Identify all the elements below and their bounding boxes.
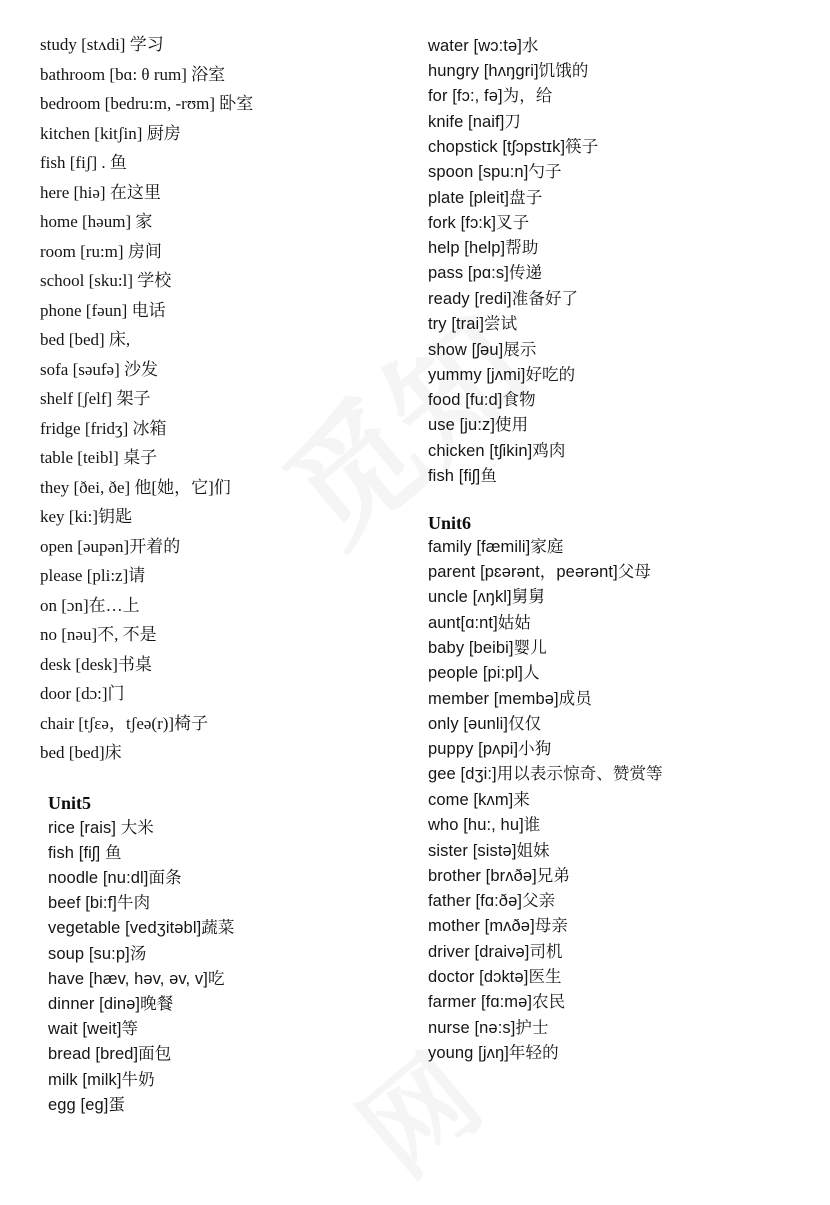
vocab-entry: farmer [fɑ:mə]农民 — [428, 993, 566, 1011]
vocab-entry: hungry [hʌŋgri]饥饿的 — [428, 62, 589, 80]
vocab-entry: bed [bed] 床, — [40, 330, 131, 349]
vocab-entry: come [kʌm]来 — [428, 791, 530, 809]
vocab-entry: chopstick [tʃɔpstɪk]筷子 — [428, 138, 599, 156]
vocab-entry: egg [eg]蛋 — [48, 1096, 126, 1114]
unit-heading: Unit5 — [48, 793, 92, 813]
vocab-entry: please [pli:z]请 — [40, 566, 146, 585]
vocab-entry: have [hæv, həv, əv, v]吃 — [48, 970, 225, 988]
vocab-entry: member [membə]成员 — [428, 690, 592, 708]
vocab-entry: gee [dʒi:]用以表示惊奇、赞赏等 — [428, 765, 663, 783]
vocab-entry: food [fu:d]食物 — [428, 391, 536, 409]
vocab-entry: try [trai]尝试 — [428, 315, 518, 333]
vocab-entry: only [əunli]仅仅 — [428, 715, 542, 733]
vocab-entry: fridge [fridʒ] 冰箱 — [40, 419, 167, 438]
vocab-entry: parent [pɛərənt，peərənt]父母 — [428, 563, 651, 581]
vocab-entry: show [ʃəu]展示 — [428, 341, 537, 359]
vocab-entry: bedroom [bedru:m, -rʊm] 卧室 — [40, 94, 254, 113]
vocab-entry: sister [sistə]姐妹 — [428, 842, 550, 860]
vocab-entry: key [ki:]钥匙 — [40, 507, 133, 526]
vocab-entry: fish [fiʃ] . 鱼 — [40, 153, 127, 172]
vocab-entry: people [pi:pl]人 — [428, 664, 540, 682]
vocab-entry: desk [desk]书桌 — [40, 655, 152, 674]
vocab-entry: water [wɔ:tə]水 — [428, 37, 539, 55]
vocab-entry: milk [milk]牛奶 — [48, 1071, 155, 1089]
vocab-entry: chicken [tʃikin]鸡肉 — [428, 442, 566, 460]
vocab-entry: here [hiə] 在这里 — [40, 183, 161, 202]
vocab-entry: school [sku:l] 学校 — [40, 271, 172, 290]
vocab-entry: study [stʌdi] 学习 — [40, 35, 164, 54]
vocab-entry: plate [pleit]盘子 — [428, 189, 543, 207]
vocab-entry: family [fæmili]家庭 — [428, 538, 564, 556]
vocab-entry: wait [weit]等 — [48, 1020, 139, 1038]
vocab-entry: bread [bred]面包 — [48, 1045, 172, 1063]
vocab-entry: home [həum] 家 — [40, 212, 153, 231]
vocab-entry: who [hu:, hu]谁 — [428, 816, 541, 834]
vocab-entry: vegetable [vedʒitəbl]蔬菜 — [48, 919, 235, 937]
vocab-entry: use [ju:z]使用 — [428, 416, 529, 434]
vocab-entry: fish [fiʃ]鱼 — [428, 467, 497, 485]
vocab-entry: knife [naif]刀 — [428, 113, 522, 131]
vocab-entry: on [ɔn]在…上 — [40, 596, 140, 615]
vocab-entry: open [əupən]开着的 — [40, 537, 181, 556]
vocab-entry: young [jʌŋ]年轻的 — [428, 1044, 559, 1062]
vocab-entry: beef [bi:f]牛肉 — [48, 894, 151, 912]
vocab-entry: they [ðei, ðe] 他[她，它]们 — [40, 478, 231, 497]
vocab-entry: aunt[ɑ:nt]姑姑 — [428, 614, 532, 632]
vocab-entry: fork [fɔ:k]叉子 — [428, 214, 530, 232]
vocab-entry: yummy [jʌmi]好吃的 — [428, 366, 576, 384]
vocab-entry: help [help]帮助 — [428, 239, 539, 257]
vocab-entry: dinner [dinə]晚餐 — [48, 995, 174, 1013]
vocab-entry: sofa [səufə] 沙发 — [40, 360, 159, 379]
vocab-entry: rice [rais] 大米 — [48, 819, 154, 837]
vocab-entry: room [ru:m] 房间 — [40, 242, 162, 261]
vocab-entry: spoon [spu:n]勺子 — [428, 163, 562, 181]
vocab-entry: pass [pɑ:s]传递 — [428, 264, 543, 282]
vocab-entry: brother [brʌðə]兄弟 — [428, 867, 571, 885]
vocab-entry: ready [redi]准备好了 — [428, 290, 579, 308]
vocab-entry: chair [tʃɛə，tʃeə(r)]椅子 — [40, 714, 209, 733]
vocab-entry: no [nəu]不, 不是 — [40, 625, 157, 644]
vocab-entry: fish [fiʃ] 鱼 — [48, 844, 122, 862]
vocab-entry: kitchen [kitʃin] 厨房 — [40, 124, 181, 143]
vocab-entry: baby [beibi]婴儿 — [428, 639, 547, 657]
vocab-entry: bathroom [bɑ: θ rum] 浴室 — [40, 65, 226, 84]
vocab-entry: mother [mʌðə]母亲 — [428, 917, 568, 935]
vocab-entry: table [teibl] 桌子 — [40, 448, 158, 467]
vocab-entry: for [fɔ:, fə]为，给 — [428, 87, 553, 105]
vocab-entry: nurse [nə:s]护士 — [428, 1019, 549, 1037]
vocab-entry: driver [draivə]司机 — [428, 943, 563, 961]
vocab-entry: doctor [dɔktə]医生 — [428, 968, 562, 986]
vocab-entry: puppy [pʌpi]小狗 — [428, 740, 552, 758]
vocab-entry: phone [fəun] 电话 — [40, 301, 166, 320]
vocab-entry: uncle [ʌŋkl]舅舅 — [428, 588, 545, 606]
vocab-entry: father [fɑ:ðə]父亲 — [428, 892, 556, 910]
vocab-entry: shelf [ʃelf] 架子 — [40, 389, 151, 408]
vocab-entry: bed [bed]床 — [40, 743, 122, 762]
unit-heading: Unit6 — [428, 513, 472, 533]
vocab-entry: noodle [nu:dl]面条 — [48, 869, 182, 887]
vocab-entry: door [dɔ:]门 — [40, 684, 125, 703]
vocab-entry: soup [su:p]汤 — [48, 945, 147, 963]
